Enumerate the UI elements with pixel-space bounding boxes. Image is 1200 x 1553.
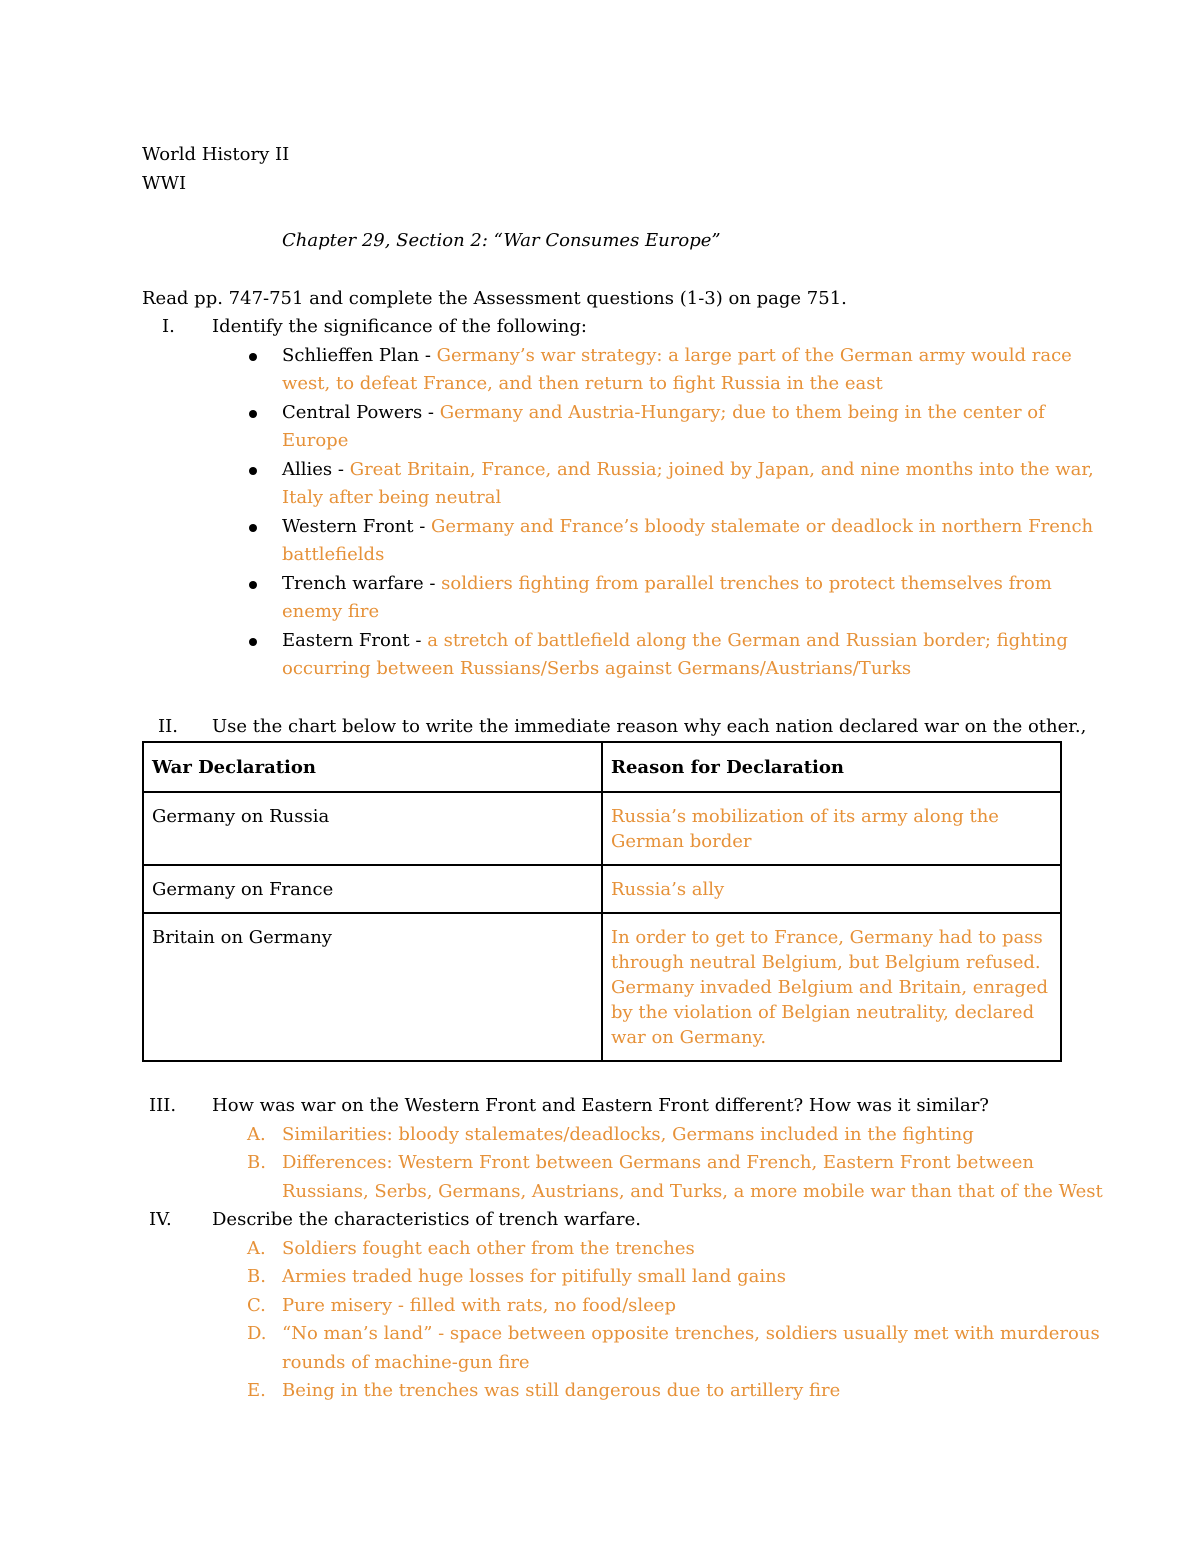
table-header-row — [143, 742, 1061, 792]
chapter-heading: Chapter 29, Section 2: “War Consumes Europe” — [282, 230, 721, 251]
answer: Being in the trenches was still dangerous due to artillery fire — [282, 1380, 841, 1401]
answer: Pure misery - filled with rats, no food/sleep — [282, 1294, 676, 1316]
list-marker: E. — [247, 1380, 266, 1401]
answer: Similarities: bloody stalemates/deadlocks, Germans included in the fighting — [282, 1123, 974, 1145]
bullet-icon — [249, 638, 257, 646]
term: Western Front - — [282, 515, 432, 537]
unit-title: WWI — [142, 172, 187, 194]
section-number: IV. — [149, 1209, 172, 1230]
list-item — [247, 1149, 1103, 1206]
bullet-icon — [249, 581, 257, 589]
instructions: Read pp. 747-751 and complete the Assessment questions (1-3) on page 751. — [142, 287, 847, 309]
answer: occurring between Russians/Serbs against Germans/Austrians/Turks — [282, 658, 912, 679]
list-marker: C. — [247, 1294, 266, 1316]
declaration-cell: Germany on Russia — [143, 792, 602, 865]
list-item — [282, 513, 1094, 570]
reason-line: by the violation of Belgian neutrality, declared — [611, 1002, 1035, 1023]
table-row — [143, 865, 1061, 913]
section-prompt: How was war on the Western Front and Eastern Front different? How was it similar? — [212, 1095, 989, 1116]
list-item — [247, 1292, 1062, 1321]
declaration-cell: Germany on France — [143, 865, 602, 913]
declaration-table — [142, 741, 1062, 1062]
section-2 — [142, 713, 1087, 742]
reason-cell — [602, 865, 1061, 913]
answer: Germany and France’s bloody stalemate or deadlock in northern French — [431, 515, 1094, 537]
declaration-cell: Britain on Germany — [143, 913, 602, 1061]
answer: enemy fire — [282, 601, 380, 622]
answer: Great Britain, France, and Russia; joined by Japan, and nine months into the war, — [349, 458, 1094, 480]
term-list — [142, 342, 1094, 684]
answer: soldiers fighting from parallel trenches to protect themselves from — [441, 572, 1052, 594]
term: Trench warfare - — [282, 572, 442, 594]
answer: Differences: Western Front between Germans and French, Eastern Front between — [282, 1152, 1034, 1173]
document-page — [142, 141, 1103, 1406]
section-prompt: Identify the significance of the following: — [212, 316, 587, 337]
column-header: War Declaration — [143, 742, 602, 792]
section-number: II. — [158, 715, 178, 737]
list-item — [282, 627, 1068, 684]
list-item — [247, 1121, 1062, 1150]
bullet-icon — [249, 353, 257, 361]
list-item — [247, 1235, 1062, 1264]
bullet-icon — [249, 410, 257, 418]
bullet-icon — [249, 524, 257, 532]
section-prompt: Use the chart below to write the immediate reason why each nation declared war on the other., — [212, 715, 1087, 737]
reason-line: through neutral Belgium, but Belgium refused. — [611, 952, 1041, 973]
answer: Armies traded huge losses for pitifully small land gains — [282, 1266, 786, 1287]
reason-cell — [602, 913, 1061, 1061]
answer: “No man’s land” - space between opposite trenches, soldiers usually met with murderous — [282, 1323, 1100, 1344]
characteristics-list — [142, 1235, 1100, 1406]
table-row — [143, 913, 1061, 1061]
list-item — [282, 342, 1072, 399]
answer: rounds of machine-gun fire — [282, 1351, 530, 1373]
section-number: I. — [162, 316, 175, 337]
answer: Soldiers fought each other from the trenches — [282, 1237, 695, 1259]
answer: battlefields — [282, 544, 385, 565]
section-1 — [142, 313, 1062, 342]
reason-line: Russia’s mobilization of its army along the — [611, 806, 999, 827]
table-row — [143, 792, 1061, 865]
reason-line: In order to get to France, Germany had to pass — [611, 927, 1043, 948]
list-marker: A. — [247, 1123, 266, 1145]
column-header: Reason for Declaration — [602, 742, 1061, 792]
list-marker: B. — [247, 1152, 266, 1173]
list-marker: B. — [247, 1266, 266, 1287]
reason-line: Germany invaded Belgium and Britain, enraged — [611, 977, 1049, 998]
list-marker: D. — [247, 1323, 267, 1344]
comparison-list — [142, 1121, 1103, 1207]
section-prompt: Describe the characteristics of trench warfare. — [212, 1209, 642, 1230]
term: Central Powers - — [282, 401, 440, 423]
list-item — [247, 1377, 1062, 1406]
section-4 — [142, 1206, 1062, 1235]
list-item — [282, 456, 1094, 513]
list-item — [282, 399, 1062, 456]
answer: Europe — [282, 430, 349, 451]
list-item — [247, 1320, 1100, 1377]
term: Eastern Front - — [282, 629, 428, 651]
term: Schlieffen Plan - — [282, 344, 437, 366]
reason-line: German border — [611, 831, 752, 852]
bullet-icon — [249, 467, 257, 475]
answer: west, to defeat France, and then return to fight Russia in the east — [282, 373, 883, 394]
section-number: III. — [149, 1095, 177, 1116]
reason-cell — [602, 792, 1061, 865]
reason-line: Russia’s ally — [611, 879, 725, 900]
section-3 — [142, 1092, 1062, 1121]
answer: Germany and Austria-Hungary; due to them being in the center of — [439, 401, 1045, 423]
list-item — [247, 1263, 1062, 1292]
answer: a stretch of battlefield along the German and Russian border; fighting — [427, 629, 1068, 651]
answer: Russians, Serbs, Germans, Austrians, and Turks, a more mobile war than that of the West — [282, 1180, 1103, 1202]
answer: Italy after being neutral — [282, 487, 502, 508]
list-marker: A. — [247, 1237, 266, 1259]
list-item — [282, 570, 1062, 627]
course-title: World History II — [142, 144, 290, 165]
term: Allies - — [282, 458, 350, 480]
reason-line: war on Germany. — [611, 1027, 767, 1048]
answer: Germany’s war strategy: a large part of the German army would race — [436, 344, 1072, 366]
